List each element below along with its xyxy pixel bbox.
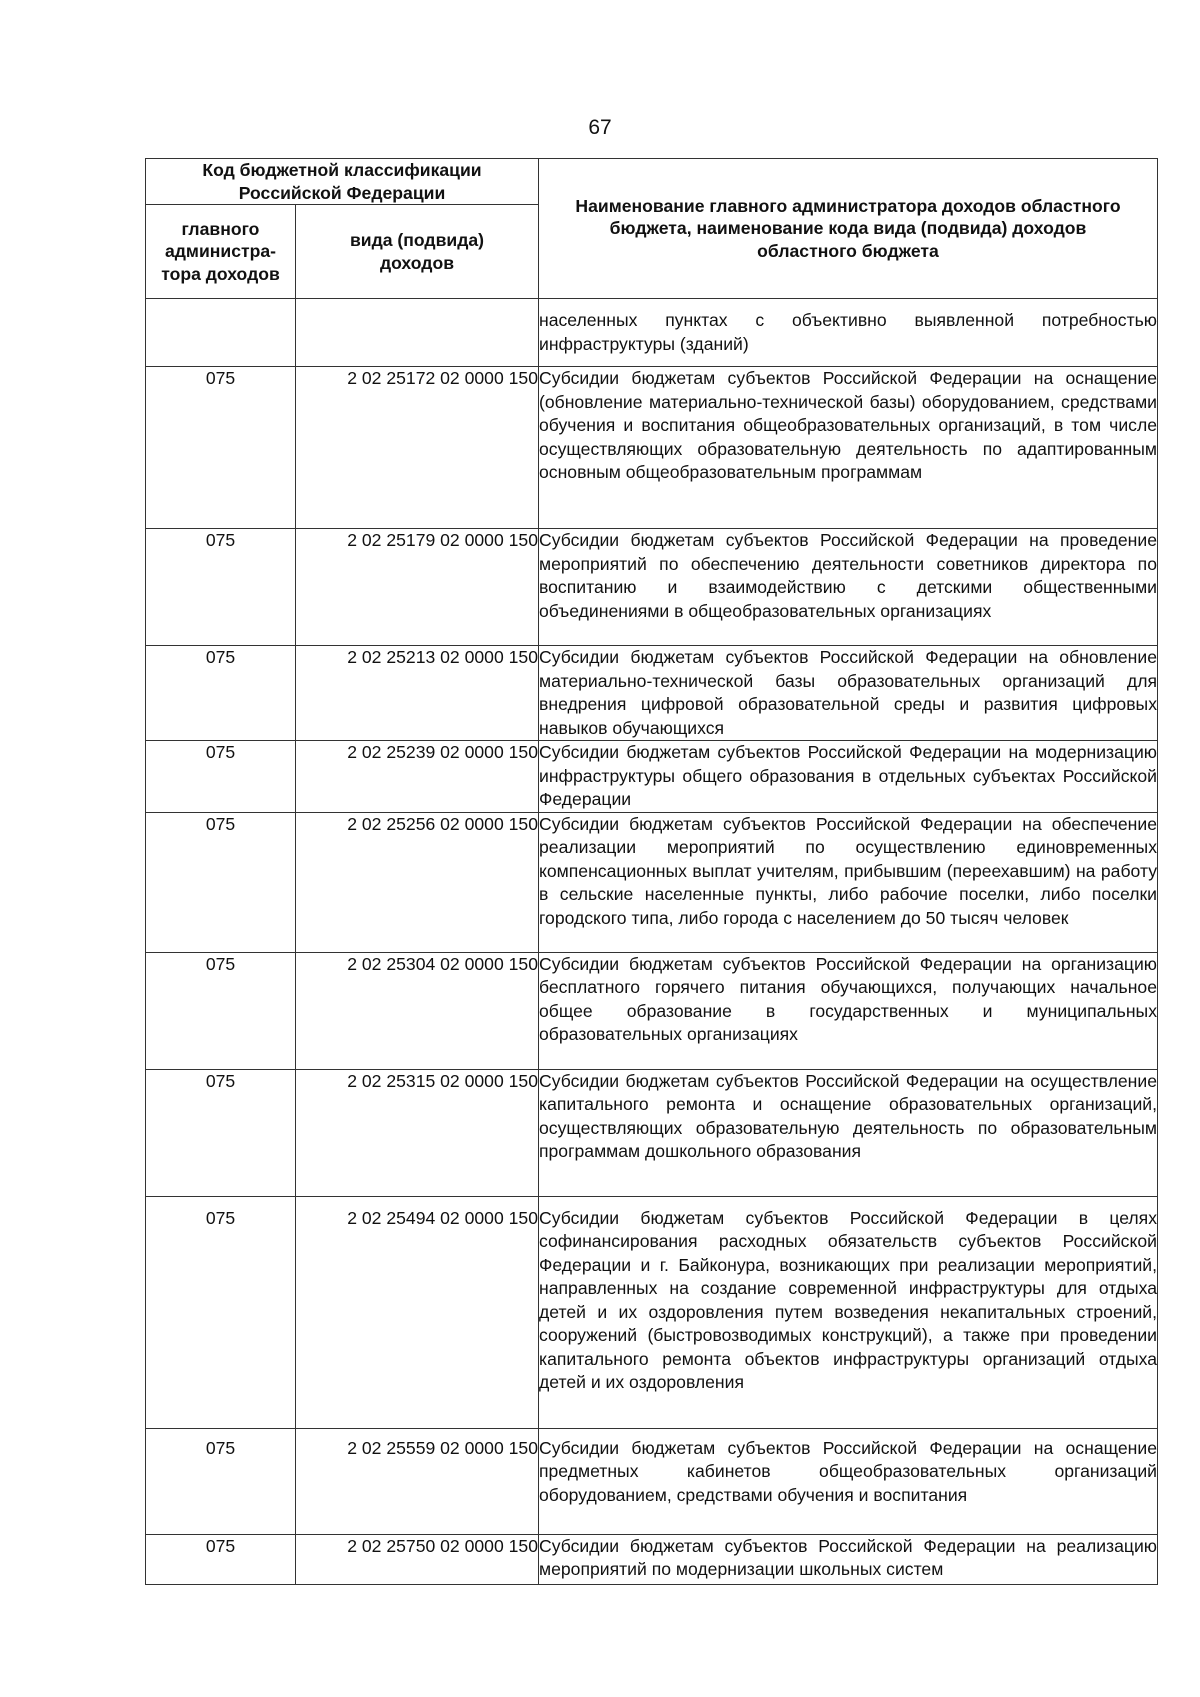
budget-classification-table [145, 158, 1158, 1585]
income-name: Субсидии бюджетам субъектов Российской Федерации на модернизацию инфраструктуры общего образования в отдельных субъектах Российской Федерации [539, 742, 1157, 809]
admin-code: 075 [146, 529, 296, 646]
header-col-code: вида (подвида) доходов [296, 205, 539, 299]
admin-code: 075 [146, 741, 296, 813]
income-code: 2 02 25494 02 0000 150 [296, 1196, 539, 1428]
admin-code: 075 [146, 367, 296, 529]
income-code: 2 02 25750 02 0000 150 [296, 1534, 539, 1584]
table-row [146, 1196, 1158, 1428]
table-row [146, 1428, 1158, 1534]
income-code: 2 02 25213 02 0000 150 [296, 646, 539, 741]
income-name: Субсидии бюджетам субъектов Российской Федерации на оснащение предметных кабинетов общеобразовательных организаций оборудованием, средствами обучения и воспитания [539, 1437, 1157, 1505]
income-code: 2 02 25559 02 0000 150 [296, 1428, 539, 1534]
admin-code: 075 [146, 1069, 296, 1196]
admin-code: 075 [146, 812, 296, 952]
header-col-admin: главного администра-тора доходов [146, 205, 296, 299]
table-row [146, 1069, 1158, 1196]
admin-code: 075 [146, 1534, 296, 1584]
income-code: 2 02 25256 02 0000 150 [296, 812, 539, 952]
admin-code: 075 [146, 1196, 296, 1428]
income-code: 2 02 25172 02 0000 150 [296, 367, 539, 529]
income-name: Субсидии бюджетам субъектов Российской Федерации на осуществление капитального ремонта и оснащение образовательных организаций, осуществляющих образовательную деятельность по образовательным программам дошкольного образования [539, 1070, 1157, 1161]
table-row [146, 367, 1158, 529]
income-name: Субсидии бюджетам субъектов Российской Федерации на проведение мероприятий по обеспечению деятельности советников директора по воспитанию и взаимодействию с детскими общественными объединениями в общеобразовательных организациях [539, 530, 1157, 621]
table-row [146, 529, 1158, 646]
income-code: 2 02 25239 02 0000 150 [296, 741, 539, 813]
income-name: Субсидии бюджетам субъектов Российской Федерации на обновление материально-технической базы образовательных организаций для внедрения цифровой образовательной среды и развития цифровых навыков обучающихся [539, 647, 1157, 738]
income-name: Субсидии бюджетам субъектов Российской Федерации в целях софинансирования расходных обязательств субъектов Российской Федерации и г. Байконура, возникающих при реализации мероприятий, направленных на создание современной инфраструктуры для отдыха детей и их оздоровления путем возведения некапитальных строений, сооружений (быстровозводимых конструкций), а также при проведении капитального ремонта объектов инфраструктуры организаций отдыха детей и их оздоровления [539, 1207, 1157, 1392]
table-row [146, 741, 1158, 813]
income-name: населенных пунктах с объективно выявленной потребностью инфраструктуры (зданий) [539, 310, 1157, 354]
admin-code: 075 [146, 646, 296, 741]
table-row [146, 646, 1158, 741]
income-name: Субсидии бюджетам субъектов Российской Федерации на организацию бесплатного горячего питания обучающихся, получающих начальное общее образование в государственных и муниципальных образовательных организациях [539, 953, 1157, 1044]
income-code: 2 02 25179 02 0000 150 [296, 529, 539, 646]
page-number: 67 [588, 116, 612, 139]
admin-code [146, 299, 296, 367]
table-row [146, 812, 1158, 952]
income-code [296, 299, 539, 367]
header-col-name: Наименование главного администратора доходов областного бюджета, наименование кода вида (подвида) доходов областного бюджета [539, 159, 1158, 299]
header-group-title: Код бюджетной классификации Российской Федерации [146, 159, 539, 205]
admin-code: 075 [146, 952, 296, 1069]
income-name: Субсидии бюджетам субъектов Российской Федерации на обеспечение реализации мероприятий по осуществлению единовременных компенсационных выплат учителям, прибывшим (переехавшим) на работу в сельские населенные пункты, либо рабочие поселки, либо поселки городского типа, либо города с населением до 50 тысяч человек [539, 813, 1157, 928]
income-name: Субсидии бюджетам субъектов Российской Федерации на реализацию мероприятий по модернизации школьных систем [539, 1535, 1157, 1579]
table-row [146, 952, 1158, 1069]
admin-code: 075 [146, 1428, 296, 1534]
table-row [146, 1534, 1158, 1584]
table-row [146, 299, 1158, 367]
income-code: 2 02 25304 02 0000 150 [296, 952, 539, 1069]
income-name: Субсидии бюджетам субъектов Российской Федерации на оснащение (обновление материально-технической базы) оборудованием, средствами обучения и воспитания общеобразовательных организаций, в том числе осуществляющих образовательную деятельность по адаптированным основным общеобразовательным программам [539, 368, 1157, 482]
income-code: 2 02 25315 02 0000 150 [296, 1069, 539, 1196]
